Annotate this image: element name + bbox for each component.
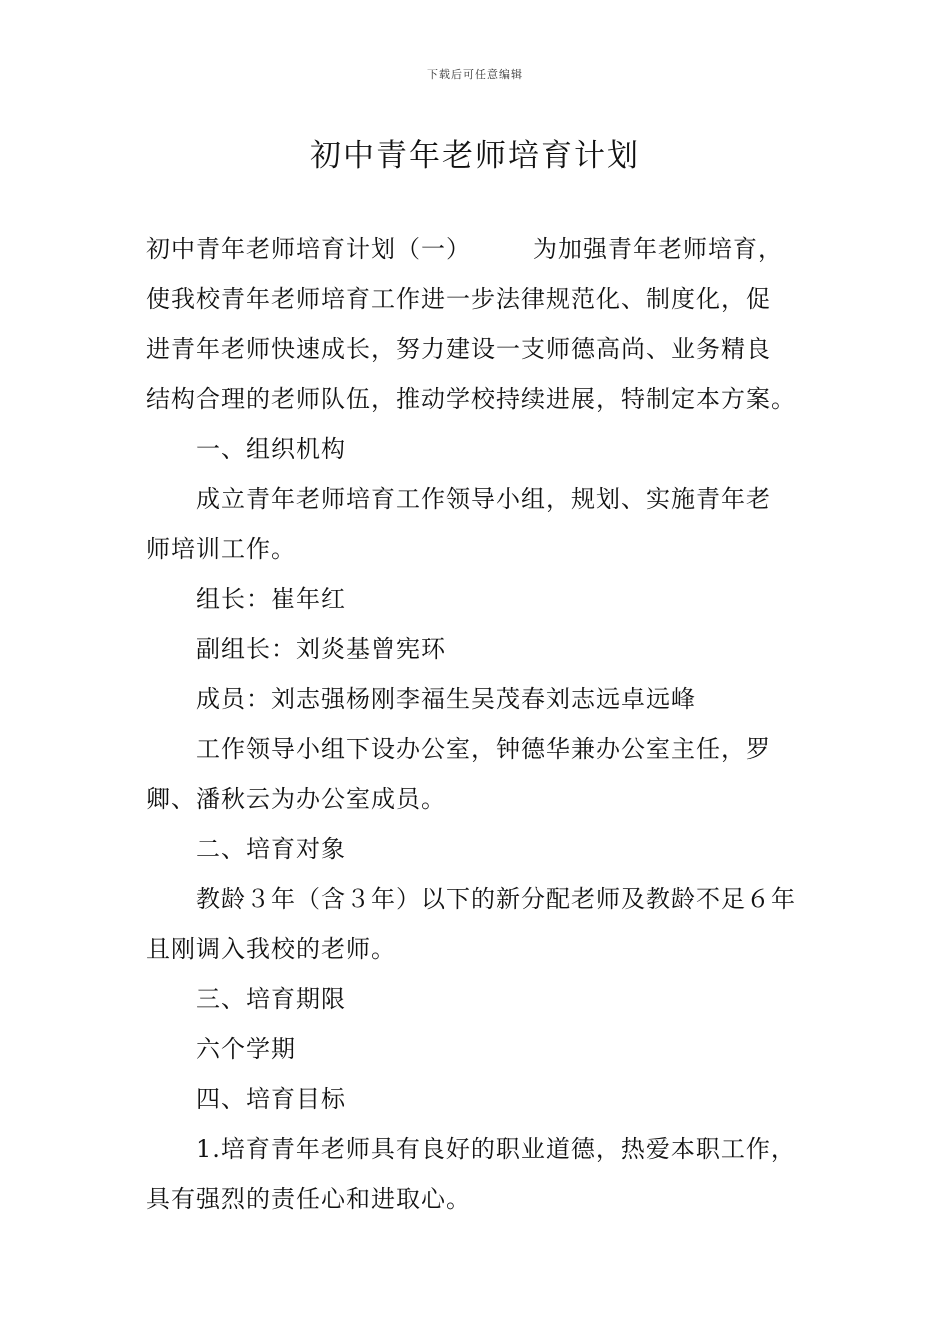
paragraph-line: 工作领导小组下设办公室，钟德华兼办公室主任，罗 [196, 735, 771, 763]
paragraph-leader: 组长：崔年红 [196, 585, 346, 613]
header-note: 下载后可任意编辑 [427, 68, 523, 81]
paragraph-line: 1.培育青年老师具有良好的职业道德，热爱本职工作， [196, 1135, 796, 1163]
paragraph-line: 具有强烈的责任心和进取心。 [146, 1185, 471, 1213]
intro-subtitle: 初中青年老师培育计划（一） [146, 235, 471, 263]
section-heading-3: 三、培育期限 [196, 985, 346, 1013]
paragraph-line: 使我校青年老师培育工作进一步法律规范化、制度化，促 [146, 285, 771, 313]
paragraph-line: 且刚调入我校的老师。 [146, 935, 396, 963]
intro-text: 为加强青年老师培育， [533, 235, 783, 263]
paragraph-line: 六个学期 [196, 1035, 296, 1063]
document-title: 初中青年老师培育计划 [310, 138, 640, 174]
paragraph-line: 卿、潘秋云为办公室成员。 [146, 785, 446, 813]
paragraph-members: 成员：刘志强杨刚李福生吴茂春刘志远卓远峰 [196, 685, 696, 713]
section-heading-4: 四、培育目标 [196, 1085, 346, 1113]
paragraph-line: 教龄３年（含３年）以下的新分配老师及教龄不足６年 [196, 885, 796, 913]
paragraph-line: 进青年老师快速成长，努力建设一支师德高尚、业务精良 [146, 335, 771, 363]
document-body [146, 224, 822, 1224]
paragraph-line: 成立青年老师培育工作领导小组，规划、实施青年老 [196, 485, 771, 513]
paragraph-deputy-leader: 副组长：刘炎基曾宪环 [196, 635, 446, 663]
paragraph-line: 结构合理的老师队伍，推动学校持续进展，特制定本方案。 [146, 385, 796, 413]
section-heading-2: 二、培育对象 [196, 835, 346, 863]
paragraph-line: 师培训工作。 [146, 535, 296, 563]
section-heading-1: 一、组织机构 [196, 435, 346, 463]
paragraph-intro-line [146, 224, 822, 274]
